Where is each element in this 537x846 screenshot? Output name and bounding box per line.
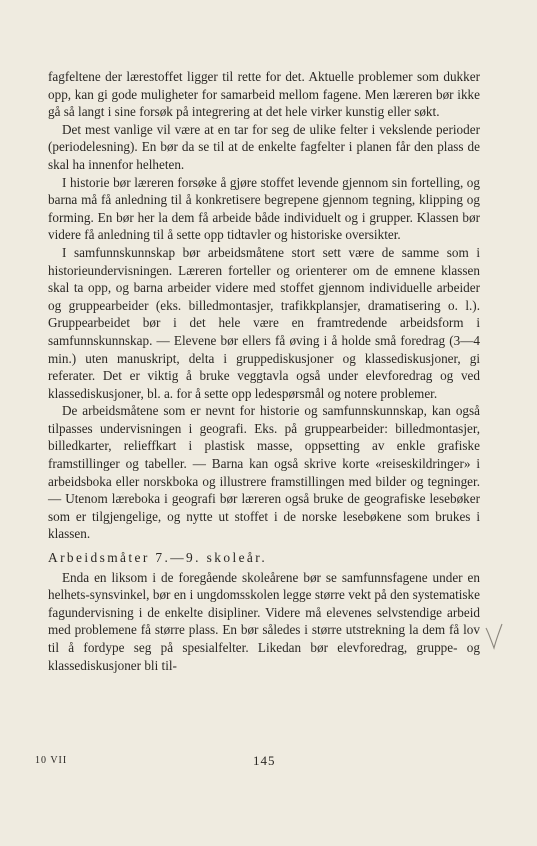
page-number: 145 (253, 753, 276, 768)
paragraph: I historie bør læreren forsøke å gjøre stoffet levende gjennom sin fortelling, og barna må få anledning til å konkretisere begrepene gjennom tegning, klipping og forming. En bør her la dem få arbeide både individuelt og i grupper. Klassen bør videre få anledning til å sette opp tidtavler og historiske oversikter. (48, 174, 480, 243)
paragraph: I samfunnskunnskap bør arbeidsmåtene stort sett være de samme som i historieundervisningen. Læreren forteller og orienterer om de emnene klassen skal ta opp, og barna arbeider videre med stoffet gjennom individuelle arbeider og gruppearbeider (eks. billedmontasjer, trafikkplansjer, dramatisering o. l.). Gruppearbeidet bør i det hele være en framtredende arbeidsform i samfunnskunnskap. — Elevene bør ellers få øving i å holde små foredrag (3—4 min.) uten manuskript, delta i gruppediskusjoner og klassediskusjoner, gi referater. Det er viktig å bruke veggtavla også under elevforedrag og ved klassediskusjoner, bl. a. for å sette opp ledespørsmål og notere problemer. (48, 244, 480, 401)
printer-signature: 10 VII (35, 755, 68, 766)
paragraph: De arbeidsmåtene som er nevnt for historie og samfunnskunnskap, kan også tilpasses undervisningen i geografi. Eks. på gruppearbeider: billedmontasjer, billedkarter, relieffkart i plastisk masse, oppsetting av enkle grafiske framstillinger og tabeller. — Barna kan også skrive korte «reiseskildringer» i arbeidsboka eller norskboka og illustrere framstillingen med bilder og tegninger. — Utenom læreboka i geografi bør læreren også bruke de geografiske lesebøker som er tilgjengelige, og nytte ut stoffet i de norske lesebøkene som brukes i klassen. (48, 403, 480, 542)
section-heading: Arbeidsmåter 7.—9. skoleår. (48, 550, 268, 566)
page-footer (0, 755, 537, 775)
paragraph: fagfeltene der lærestoffet ligger til rette for det. Aktuelle problemer som dukker opp, kan gi gode muligheter for samarbeid mellom fagene. Men læreren bør ikke gå så langt i sine forsøk på integrering at det hele virker kunstig eller søkt. (48, 69, 480, 120)
handwritten-check-mark (484, 622, 504, 652)
paragraph: Enda en liksom i de foregående skoleårene bør se samfunnsfagene under en helhets-synsvinkel, bør en i ungdomsskolen legge større vekt på den systematiske fagundervisning i de enkelte disipliner. Videre må elevenes selvstendige arbeid med problemene få større plass. En bør således i større utstrekning la dem få lov til å fordype seg på spesialfelter. Likedan bør elevforedrag, gruppe- og klassediskusjoner bli til- (48, 569, 480, 673)
body-text (48, 68, 480, 674)
paragraph: Det mest vanlige vil være at en tar for seg de ulike felter i vekslende perioder (periodelesning). En bør da se til at de enkelte fagfelter i planen får den plass de skal ha innenfor helheten. (48, 121, 480, 172)
